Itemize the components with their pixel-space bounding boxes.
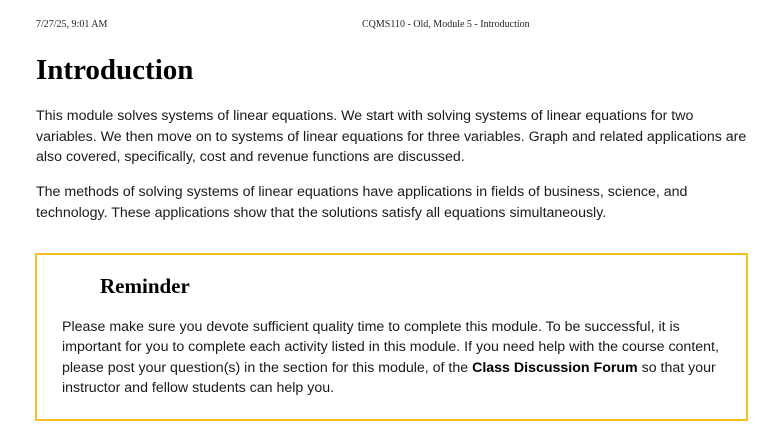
reminder-text [62,317,726,398]
print-date: 7/27/25, 9:01 AM [36,19,108,30]
print-header [0,19,784,33]
class-discussion-forum-text: Class Discussion Forum [472,359,638,376]
reminder-box [35,253,748,421]
reminder-title: Reminder [100,274,190,298]
print-doc-title: CQMS110 - Old, Module 5 - Introduction [362,19,530,30]
intro-paragraph-2: The methods of solving systems of linear equations have applications in fields of business, science, and technology. These applications show that the solutions satisfy all equations simultaneously. [36,184,688,221]
reminder-text-before: Please make sure you devote sufficient quality time to complete this module. To be successful, it is important for you to complete each activity listed in this module. If you need help with the course content, please post your question(s) in the section for this module, of the [62,319,719,376]
page-title: Introduction [36,54,194,86]
intro-paragraph-1: This module solves systems of linear equations. We start with solving systems of linear equations for two variables. We then move on to systems of linear equations for three variables. Graph and related applications are also covered, specifically, cost and revenue functions are discussed. [36,108,747,165]
reminder-text-after: so that your instructor and fellow students can help you. [62,359,716,396]
